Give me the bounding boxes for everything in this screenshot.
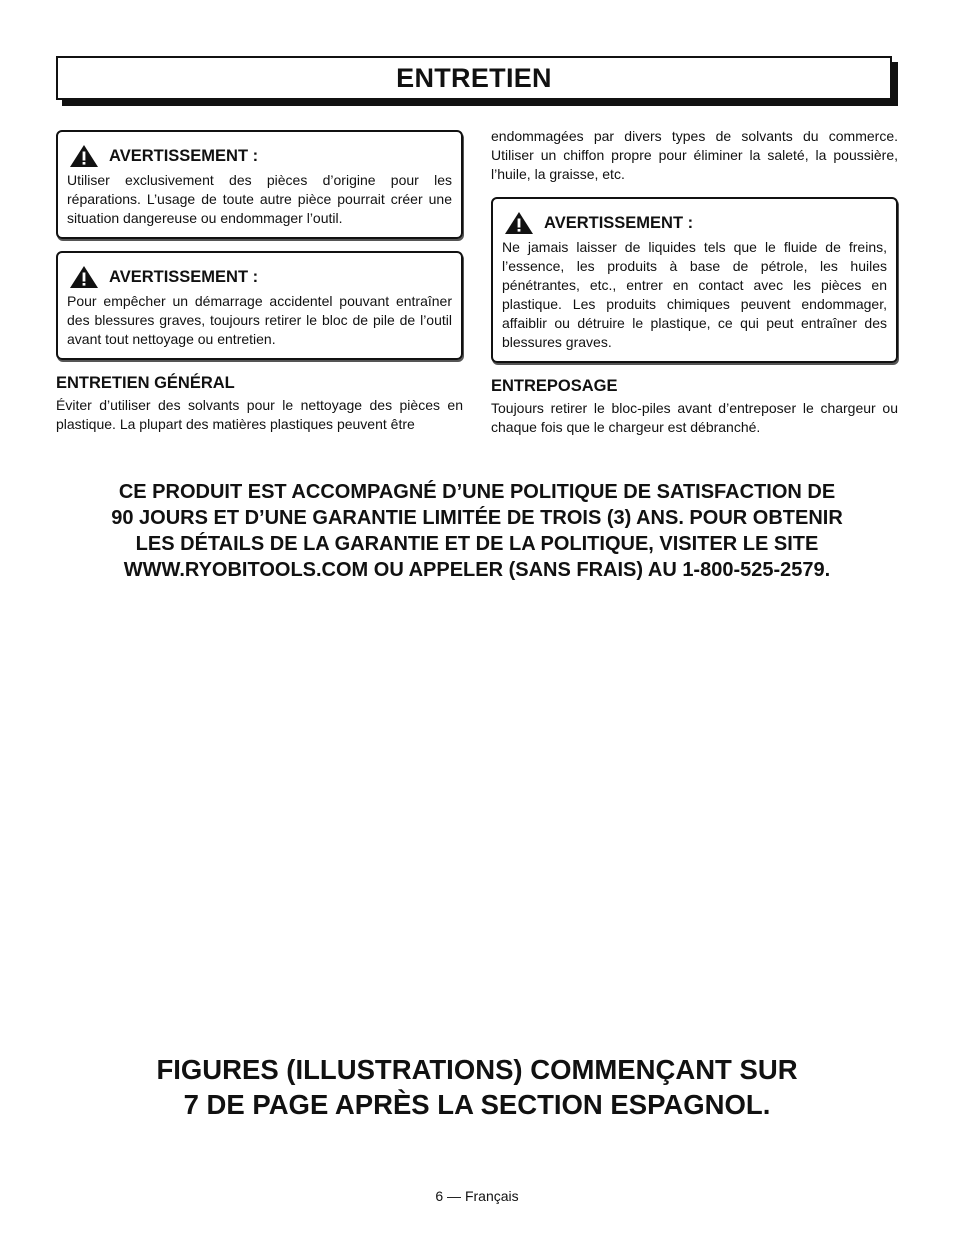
- warning-triangle-icon: [69, 144, 99, 168]
- warranty-notice-line: LES DÉTAILS DE LA GARANTIE ET DE LA POLITIQUE, VISITER LE SITE: [135, 533, 819, 555]
- section-title-box: [56, 56, 892, 100]
- page-footer: 6 — Français: [435, 1188, 519, 1204]
- page-title: ENTRETIEN: [396, 62, 552, 93]
- warranty-notice-line: WWW.RYOBITOOLS.COM OU APPELER (SANS FRAIS) AU 1-800-525-2579.: [123, 559, 831, 581]
- warning-header: [67, 265, 452, 289]
- warning-text: Utiliser exclusivement des pièces d’origine pour les réparations. L’usage de toute autre pièce pourrait créer une situation dangereuse ou endommager l’outil.: [67, 172, 452, 226]
- warning-triangle-icon: [504, 211, 534, 235]
- warning-box-battery-removal: [56, 251, 463, 360]
- warning-box-genuine-parts: [56, 130, 463, 239]
- warning-title: AVERTISSEMENT :: [544, 213, 694, 232]
- warning-text: Ne jamais laisser de liquides tels que le fluide de freins, l’essence, les produits à base de pétrole, les huiles pénétrantes, etc., entrer en contact avec les pièces en plastique. Les produits chimiques peuvent endommager, affaiblir ou détruire le plastique, ce qui peut entraîner des blessures graves.: [502, 239, 887, 350]
- warning-text: Pour empêcher un démarrage accidentel pouvant entraîner des blessures graves, toujours retirer le bloc de pile de l’outil avant tout nettoyage ou entretien.: [67, 293, 452, 347]
- figures-notice-line: 7 DE PAGE APRÈS LA SECTION ESPAGNOL.: [183, 1089, 771, 1120]
- warranty-notice-line: 90 JOURS ET D’UNE GARANTIE LIMITÉE DE TROIS (3) ANS. POUR OBTENIR: [111, 507, 843, 529]
- warning-header: [67, 144, 452, 168]
- warning-triangle-icon: [69, 265, 99, 289]
- figures-notice: [56, 1052, 898, 1122]
- left-column: [56, 130, 463, 434]
- general-maintenance-heading: ENTRETIEN GÉNÉRAL: [56, 374, 235, 392]
- warning-box-liquids: [491, 197, 898, 363]
- warning-title: AVERTISSEMENT :: [109, 146, 259, 165]
- figures-notice-line: FIGURES (ILLUSTRATIONS) COMMENÇANT SUR: [156, 1054, 798, 1085]
- general-maintenance-text: Éviter d’utiliser des solvants pour le nettoyage des pièces en plastique. La plupart des matières plastiques peuvent être: [56, 397, 463, 432]
- general-maintenance-text-continued: endommagées par divers types de solvants du commerce. Utiliser un chiffon propre pour éliminer la saleté, la poussière, l’huile, la graisse, etc.: [491, 128, 898, 182]
- warranty-notice-line: CE PRODUIT EST ACCOMPAGNÉ D’UNE POLITIQUE DE SATISFACTION DE: [118, 481, 836, 503]
- storage-heading: ENTREPOSAGE: [491, 377, 618, 395]
- storage-text: Toujours retirer le bloc-piles avant d’entreposer le chargeur ou chaque fois que le chargeur est débranché.: [491, 400, 898, 435]
- warning-title: AVERTISSEMENT :: [109, 267, 259, 286]
- right-column: [491, 127, 898, 437]
- warning-header: [502, 211, 887, 235]
- warranty-notice: [56, 479, 898, 583]
